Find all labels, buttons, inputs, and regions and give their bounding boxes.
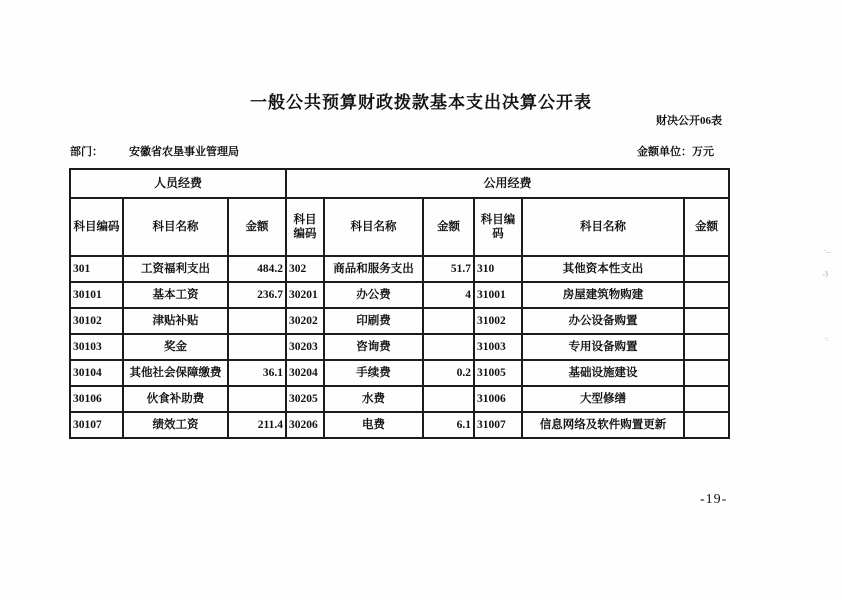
table-cell: 30102 — [70, 308, 123, 334]
column-header: 科目名称 — [522, 198, 684, 256]
table-cell: 基本工资 — [123, 282, 228, 308]
table-row — [70, 334, 729, 360]
column-header: 金额 — [684, 198, 729, 256]
table-header-row — [70, 198, 729, 256]
table-cell: 51.7 — [423, 256, 474, 282]
page-title: 一般公共预算财政拨款基本支出决算公开表 — [250, 93, 592, 112]
column-header: 科目名称 — [324, 198, 423, 256]
table-cell: 大型修缮 — [522, 386, 684, 412]
table-cell — [423, 308, 474, 334]
department-name: 安徽省农垦事业管理局 — [129, 146, 239, 158]
table-cell: 商品和服务支出 — [324, 256, 423, 282]
table-cell — [228, 308, 286, 334]
table-cell — [228, 386, 286, 412]
table-cell: 专用设备购置 — [522, 334, 684, 360]
table-cell: 6.1 — [423, 412, 474, 438]
scan-artifact: ·: — [824, 335, 829, 343]
table-cell: 办公费 — [324, 282, 423, 308]
table-row — [70, 360, 729, 386]
table-cell: 31005 — [474, 360, 522, 386]
table-cell: 310 — [474, 256, 522, 282]
table-cell: 伙食补助费 — [123, 386, 228, 412]
table-cell: 电费 — [324, 412, 423, 438]
table-cell: 30106 — [70, 386, 123, 412]
table-cell: 30206 — [286, 412, 324, 438]
table-cell: 印刷费 — [324, 308, 423, 334]
table-row — [70, 386, 729, 412]
table-row — [70, 282, 729, 308]
table-cell — [423, 334, 474, 360]
department-line — [70, 143, 239, 159]
table-cell: 水费 — [324, 386, 423, 412]
group-header-public: 公用经费 — [286, 169, 729, 198]
table-cell: 4 — [423, 282, 474, 308]
table-cell — [684, 412, 729, 438]
table-cell: 30107 — [70, 412, 123, 438]
column-header: 金额 — [228, 198, 286, 256]
scan-artifact: ·‥ — [824, 247, 831, 255]
form-number-note: 财决公开06表 — [656, 115, 722, 127]
table-cell: 手续费 — [324, 360, 423, 386]
table-cell: 其他社会保障缴费 — [123, 360, 228, 386]
table-cell: 30104 — [70, 360, 123, 386]
table-cell: 房屋建筑物购建 — [522, 282, 684, 308]
table-cell: 301 — [70, 256, 123, 282]
table-cell: 咨询费 — [324, 334, 423, 360]
column-header: 科目编码 — [70, 198, 123, 256]
table-cell: 30202 — [286, 308, 324, 334]
table-cell: 其他资本性支出 — [522, 256, 684, 282]
column-header: 科目编码 — [474, 198, 522, 256]
group-header-personnel: 人员经费 — [70, 169, 286, 198]
table-cell: 绩效工资 — [123, 412, 228, 438]
table-cell: 30204 — [286, 360, 324, 386]
table-cell: 奖金 — [123, 334, 228, 360]
amount-unit-note: 金额单位：万元 — [637, 146, 714, 158]
page-number: -19- — [700, 492, 728, 507]
table-cell — [684, 256, 729, 282]
table-cell: 津贴补贴 — [123, 308, 228, 334]
column-header: 科目名称 — [123, 198, 228, 256]
table-cell: 31006 — [474, 386, 522, 412]
table-cell: 484.2 — [228, 256, 286, 282]
table-cell — [684, 386, 729, 412]
table-cell: 办公设备购置 — [522, 308, 684, 334]
table-cell: 30201 — [286, 282, 324, 308]
table-cell: 211.4 — [228, 412, 286, 438]
table-cell: 基础设施建设 — [522, 360, 684, 386]
table-cell: 30203 — [286, 334, 324, 360]
department-label: 部门： — [70, 146, 103, 158]
table-cell: 信息网络及软件购置更新 — [522, 412, 684, 438]
table-cell: 31003 — [474, 334, 522, 360]
table-cell — [684, 282, 729, 308]
table-cell — [684, 334, 729, 360]
table-cell: 0.2 — [423, 360, 474, 386]
budget-table — [69, 168, 730, 439]
table-cell: 31002 — [474, 308, 522, 334]
column-header: 金额 — [423, 198, 474, 256]
table-cell — [684, 308, 729, 334]
table-cell — [684, 360, 729, 386]
table-group-header-row — [70, 169, 729, 198]
table-cell: 302 — [286, 256, 324, 282]
table-cell: 工资福利支出 — [123, 256, 228, 282]
table-row — [70, 308, 729, 334]
table-cell: 31007 — [474, 412, 522, 438]
table-body — [70, 256, 729, 438]
table-row — [70, 256, 729, 282]
table-row — [70, 412, 729, 438]
table-cell: 236.7 — [228, 282, 286, 308]
table-cell — [228, 334, 286, 360]
table-cell: 30103 — [70, 334, 123, 360]
table-cell: 30205 — [286, 386, 324, 412]
meta-row — [70, 143, 714, 159]
table-cell: 36.1 — [228, 360, 286, 386]
table-cell: 30101 — [70, 282, 123, 308]
scan-artifact: ,ʒ — [823, 269, 828, 277]
table-cell: 31001 — [474, 282, 522, 308]
table-cell — [423, 386, 474, 412]
column-header: 科目编码 — [286, 198, 324, 256]
